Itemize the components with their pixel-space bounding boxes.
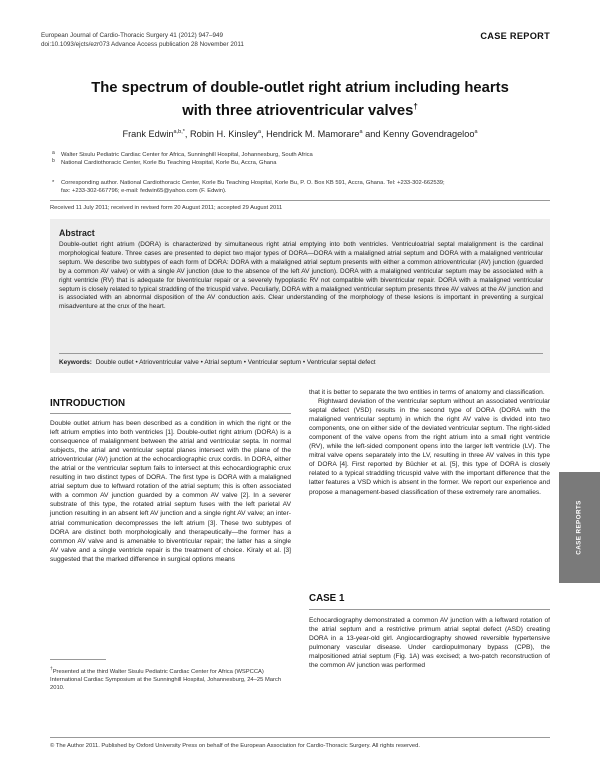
author-name[interactable]: Frank Edwin: [122, 129, 174, 140]
case1-heading-rule: [309, 609, 550, 610]
footnote-text: Presented at the third Walter Sisulu Pediatric Cardiac Center for Africa (WSPCCA) International Cardiac Symposium at the Sunninghill Hospital, Johannesburg, 24–25 March 2010.: [50, 668, 282, 691]
author-name[interactable]: Robin H. Kinsley: [189, 129, 258, 140]
author-list: [50, 129, 550, 139]
author-affil: a: [474, 129, 478, 135]
affiliation-text: Walter Sisulu Pediatric Cardiac Center for Africa, Sunninghill Hospital, Johannesburg, South Africa: [61, 152, 313, 158]
keywords-list: Double outlet • Atrioventricular valve • Atrial septum • Ventricular septum • Ventricular septal defect: [95, 359, 376, 366]
keywords-label: Keywords:: [59, 359, 92, 366]
abstract-text: Double-outlet right atrium (DORA) is characterized by simultaneous right atrial emptying into both ventricles. Ventriculoatrial septal malalignment is the cardinal morphological feature. Three cases are presented to depict two major types of DORA—DORA with a malaligned atrial septum and DORA with a malaligned ventricular septum. We describe two subtypes of each form of DORA: DORA with a malaligned atrial septum presents with either a common atrioventricular (AV) junction (guarded by a common AV valve) or with a single AV junction (due to the absence of the left AV junction). DORA with a malaligned ventricular septum may be associated with a right ventricle (RV) that is adequate for biventricular repair or a severely hypoplastic RV not compatible with biventricular repair. DORA with a malaligned ventricular septum is closely related to typical straddling of the tricuspid valve. Peculiarly, DORA with a malaligned ventricular septum presents three AV valves at the AV junction and is associated with an abnormal disposition of the AV conduction axis. Clear understanding of the morphology of these lesions is important in preventing a surgical misadventure at the crux of the heart.: [59, 241, 543, 311]
case1-column: [309, 616, 550, 670]
intro-heading: INTRODUCTION: [50, 398, 126, 409]
keywords: [59, 359, 376, 366]
affiliations: [52, 151, 313, 168]
author-sep: ,: [260, 129, 267, 140]
divider: [50, 200, 550, 201]
title-line-1: The spectrum of double-outlet right atrium including hearts: [91, 80, 509, 96]
article-title: [50, 79, 550, 120]
intro-heading-rule: [50, 413, 291, 414]
affiliation-key: a: [52, 150, 55, 156]
corresponding-author: [52, 179, 552, 196]
title-line-2: [50, 98, 550, 120]
copyright: © The Author 2011. Published by Oxford University Press on behalf of the European Association for Cardio-Thoracic Surgery. All rights reserved.: [50, 743, 420, 749]
right-paragraph-1: Rightward deviation of the ventricular septum without an associated ventricular septal defect (VSD) results in the second type of DORA (DORA with the malaligned ventricular septum) in which the right AV valve is divided into two components, one on either side of the deviated ventricular septum. The right-sided component of the valve opens from the right atrium into a small right ventricle (RV), while the left-sided component opens into the larger left ventricle (LV). The mitral valve opens separately into the LV, resulting in three AV valves in this type of DORA [4]. First reported by Büchler et al. [5], this type of DORA is closely related to a typical straddling tricuspid valve with the important difference that the latter features a VSD which is absent in the former. We report our experience and propose a management-based classification of these extremely rare anomalies.: [309, 398, 550, 496]
abstract-heading: Abstract: [59, 228, 95, 238]
copyright-rule: [50, 737, 550, 738]
case1-heading: CASE 1: [309, 593, 345, 604]
affiliation-b: [52, 159, 313, 167]
corresponding-line-2[interactable]: fax: +233-302-667796; e-mail: fedwin65@yahoo.com (F. Edwin).: [61, 188, 227, 195]
affiliation-a: [52, 151, 313, 159]
intro-column: [50, 419, 291, 564]
title-dagger: †: [413, 101, 418, 111]
right-column: [309, 388, 550, 497]
author-affil: a,b,*: [173, 129, 185, 135]
author-name[interactable]: Kenny Govendrageloo: [383, 129, 475, 140]
side-tab-label: CASE REPORTS: [576, 500, 584, 555]
affiliation-key: b: [52, 158, 55, 165]
title-line-2-text: with three atrioventricular valves: [182, 102, 414, 119]
right-paragraph-0: that it is better to separate the two entities in terms of anatomy and classification.: [309, 389, 545, 396]
article-type-label: CASE REPORT: [480, 31, 550, 41]
corresponding-line-1: Corresponding author. National Cardiothoracic Center, Korle Bu Teaching Hospital, Korle Bu, P. O. Box KB 591, Accra, Ghana. Tel: +233-302-662539;: [61, 180, 445, 186]
journal-line-2: doi:10.1093/ejcts/ezr073 Advance Access publication 28 November 2011: [41, 40, 244, 48]
footnote: [50, 666, 291, 693]
corresponding-line-1-row: [52, 179, 552, 187]
intro-paragraph: Double outlet atrium has been described as a condition in which the right or the left atrium empties into both ventricles [1]. Double-outlet right atrium (DORA) is a consequence of malalignment between the atrial and ventricular septa. In normal subjects, the atrial and ventricular septal planes intersect with the plane of the atrioventricular (AV) junction at the echocardiographic crux cordis. In DORA, either the atrial or the ventricular septum fails to intersect at this echocardiographic crux resulting in two distinct types of DORA. The first type is DORA with a malaligned atrial septum due to leftward rotation of the atrial septum; this is often associated with a common AV junction guarded by a common AV valve [2]. In a severer substrate of this type, the rotated atrial septum fuses with the left parietal AV junction resulting in an absent left AV junction and a single right AV valve; an inter-atrial communication decompresses the left atrium [3]. These two subtypes of DORA are distinct both morphologically and therapeutically—the former has a common AV valve and is amenable to biventricular repair; the latter has a single AV valve and a single ventricle repair is the treatment of choice. Kiraly et al. [3] suggested that the marked difference in surgical options means: [50, 420, 291, 563]
received-dates: Received 11 July 2011; received in revised form 20 August 2011; accepted 29 August 2011: [50, 205, 283, 211]
author-and: and: [362, 129, 384, 140]
author-affil: a: [257, 129, 261, 135]
author-affil: a: [359, 129, 363, 135]
case1-paragraph: Echocardiography demonstrated a common AV junction with a leftward rotation of the atrial septum and a restrictive primum atrial septal defect (ASD) creating DORA in a 13-year-old girl. Angiocardiography showed reversible hypertensive pulmonary vascular disease. Under cardiopulmonary bypass (CPB), the malpositioned atrial septum (Fig. 1A) was excised; a two-patch reconstruction of the common AV junction was performed: [309, 617, 550, 670]
corresponding-marker: *: [52, 180, 55, 186]
author-sep: ,: [184, 129, 190, 140]
footnote-marker: †: [50, 667, 53, 672]
author-name[interactable]: Hendrick M. Mamorare: [266, 129, 360, 140]
affiliation-text: National Cardiothoracic Center, Korle Bu Teaching Hospital, Korle Bu, Accra, Ghana: [61, 160, 277, 167]
side-tab-label-wrap: [559, 472, 600, 583]
journal-citation: [41, 32, 244, 49]
journal-line-1: European Journal of Cardio-Thoracic Surgery 41 (2012) 947–949: [41, 32, 224, 39]
footnote-rule: [50, 659, 106, 660]
abstract-divider: [59, 353, 543, 354]
